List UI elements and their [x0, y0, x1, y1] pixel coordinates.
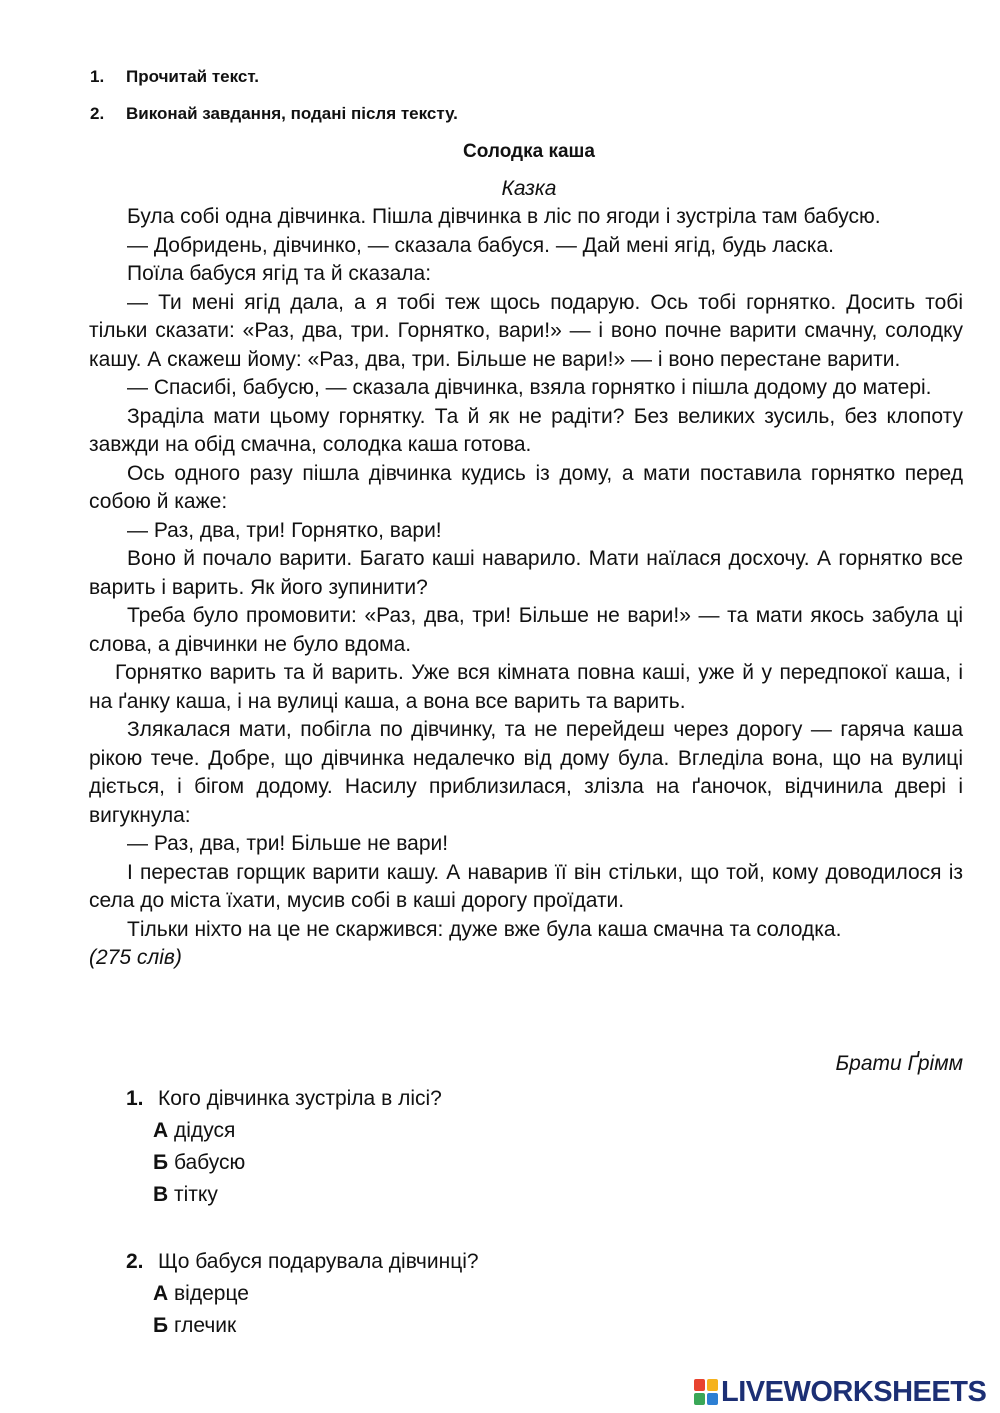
story-paragraph: Зраділа мати цьому горнятку. Та й як не радіти? Без великих зусиль, без клопоту завжди на обід смачна, солодка каша готова.: [89, 404, 963, 456]
story-paragraph: Була собі одна дівчинка. Пішла дівчинка в ліс по ягоди і зустріла там бабусю.: [127, 205, 881, 228]
story-paragraph: Тільки ніхто на це не скаржився: дуже вже була каша смачна та солодка.: [127, 917, 842, 941]
story-paragraph: Поїла бабуся ягід та й сказала:: [127, 262, 432, 285]
story-paragraph: — Раз, два, три! Горнятко, вари!: [127, 518, 442, 542]
option-letter: Б: [153, 1314, 169, 1337]
option-text: тітку: [174, 1183, 218, 1206]
story-paragraph: — Раз, два, три! Більше не вари!: [127, 832, 449, 855]
story-paragraph: — Спасибі, бабусю, — сказала дівчинка, взяла горнятко і пішла додому до матері.: [127, 376, 932, 399]
question-text: Що бабуся подарувала дівчинці?: [158, 1250, 479, 1273]
instruction-text: Прочитай текст.: [126, 67, 259, 86]
story-paragraph: — Ти мені ягід дала, а я тобі теж щось подарую. Ось тобі горнятко. Досить тобі тільки сказати: «Раз, два, три. Горнятко, вари!» — і воно почне варити смачну, солодку кашу. А скажеш йому: «Раз, два, три. Більше не вари!» — і воно перестане варити.: [89, 290, 963, 371]
option-letter: А: [153, 1119, 169, 1142]
story-paragraph: Горнятко варить та й варить. Уже вся кімната повна каші, уже й у передпокої каша, і на ґанку каша, і на вулиці каша, а вона все варить та варить.: [89, 661, 963, 713]
story-paragraph: Злякалася мати, побігла по дівчинку, та не перейдеш через дорогу — гаряча каша рікою тече. Добре, що дівчинка недалечко від дому була. Вгледіла вона, що на вулиці діється, і бігом додому. Насилу приблизилася, злізла на ґаночок, відчинила двері і вигукнула:: [89, 718, 963, 827]
instruction-text: Виконай завдання, подані після тексту.: [126, 104, 458, 123]
logo-tiles-icon: [694, 1379, 718, 1405]
answer-option[interactable]: [153, 1183, 218, 1207]
answer-option[interactable]: [153, 1151, 245, 1175]
question-text: Кого дівчинка зустріла в лісі?: [158, 1087, 442, 1110]
liveworksheets-logo[interactable]: [694, 1377, 986, 1407]
answer-option[interactable]: [153, 1282, 249, 1306]
story-title: Солодка каша: [463, 141, 595, 162]
story-paragraph: Воно й почало варити. Багато каші наварило. Мати наїлася досхочу. А горнятко все варить і варить. Як його зупинити?: [89, 547, 963, 599]
instruction-2: [90, 104, 458, 124]
option-letter: А: [153, 1282, 169, 1305]
story-paragraph: Треба було промовити: «Раз, два, три! Більше не вари!» — та мати якось забула ці слова, а дівчинки не було вдома.: [89, 604, 963, 656]
option-text: глечик: [173, 1314, 237, 1337]
question-2: [126, 1250, 479, 1274]
option-letter: Б: [153, 1151, 169, 1174]
option-text: дідуся: [174, 1119, 236, 1142]
word-count: (275 слів): [89, 946, 182, 969]
story-text: [89, 203, 963, 973]
story-author: Брати Ґрімм: [835, 1052, 963, 1075]
instruction-1: [90, 67, 259, 87]
story-paragraph: Ось одного разу пішла дівчинка кудись із дому, а мати поставила горнятко перед собою й каже:: [89, 461, 963, 513]
option-text: відерце: [174, 1282, 249, 1305]
instruction-number: 1.: [90, 67, 105, 86]
option-letter: В: [153, 1183, 169, 1206]
answer-option[interactable]: [153, 1119, 235, 1143]
story-paragraph: — Добридень, дівчинко, — сказала бабуся. — Дай мені ягід, будь ласка.: [127, 233, 834, 257]
story-genre: Казка: [501, 177, 557, 200]
instruction-number: 2.: [90, 104, 105, 123]
brand-name: LIVEWORKSHEETS: [721, 1376, 987, 1408]
answer-option[interactable]: [153, 1314, 236, 1338]
story-paragraph: І перестав горщик варити кашу. А наварив її він стільки, що той, кому доводилося із села до міста їхати, мусив собі в каші дорогу проїдати.: [89, 860, 963, 912]
option-text: бабусю: [173, 1151, 246, 1174]
question-1: [126, 1087, 442, 1111]
question-number: 2.: [126, 1250, 144, 1273]
question-number: 1.: [126, 1087, 144, 1110]
